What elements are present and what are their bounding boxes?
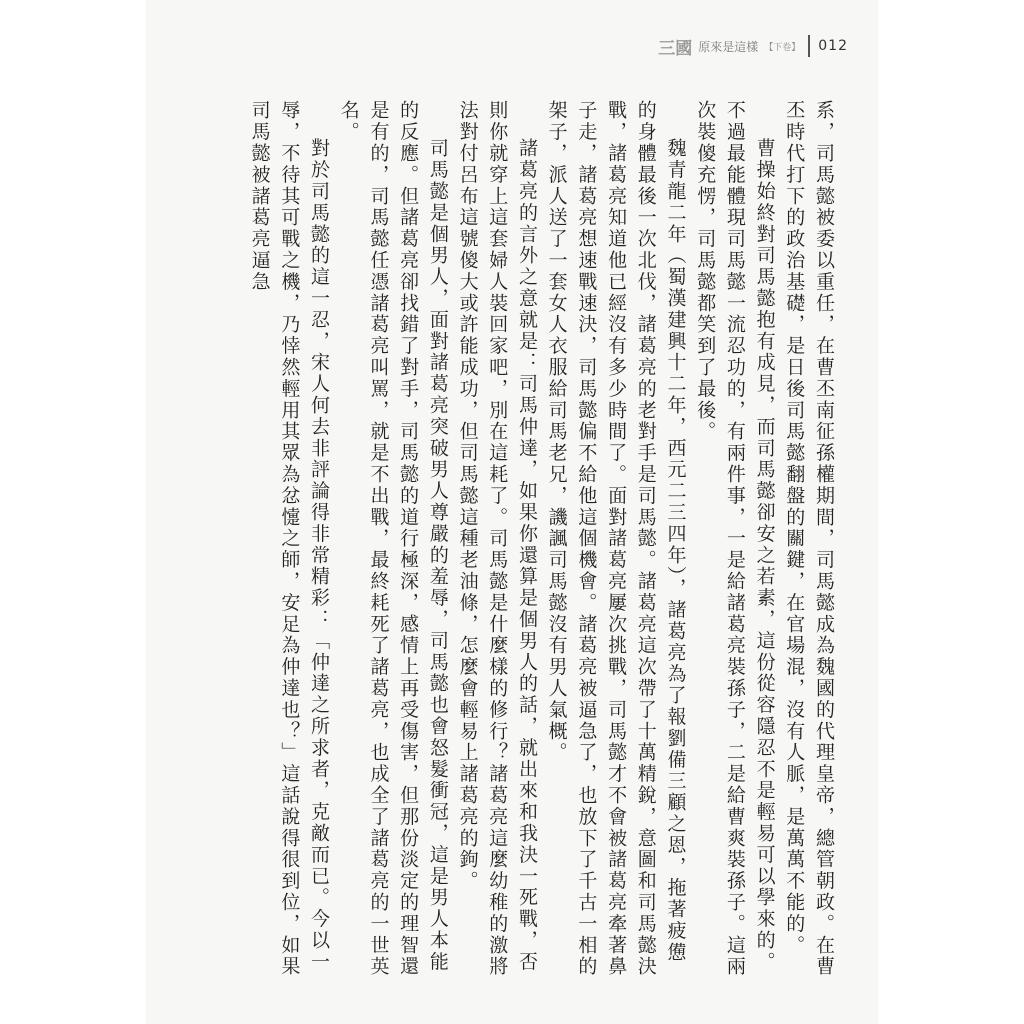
paragraph: 魏青龍二年（蜀漢建興十二年，西元二三四年），諸葛亮為了報劉備三顧之恩，拖著疲憊的身體最後一次北伐，諸葛亮的老對手是司馬懿。諸葛亮這次帶了十萬精銳，意圖和司馬懿決戰，諸葛亮知道他已經沒有多少時間了。面對諸葛亮屢次挑戰，司馬懿才不會被諸葛亮牽著鼻子走，諸葛亮想速戰速決，司馬懿偏不給他這個機會。諸葛亮被逼急了，也放下了千古一相的架子，派人送了一套女人衣服給司馬老兄，譏諷司馬懿沒有男人氣概。: [545, 100, 687, 978]
paragraph: 司馬懿是個男人，面對諸葛亮突破男人尊嚴的羞辱，司馬懿也會怒髮衝冠，這是男人本能的反應。但諸葛亮卻找錯了對手，司馬懿的道行極深，感情上再受傷害，但那份淡定的理智還是有的，司馬懿任憑諸葛亮叫罵，就是不出戰，最終耗死了諸葛亮，也成全了諸葛亮的一世英名。: [337, 100, 449, 978]
body-text: [244, 100, 838, 980]
paragraph: 對於司馬懿的這一忍，宋人何去非評論得非常精彩：「仲達之所求者，克敵而已。今以一辱，不待其可戰之機，乃悻然輕用其眾為忿懥之師，安足為仲達也？」這話說得很到位，如果司馬懿被諸葛亮逼急: [248, 100, 331, 978]
series-title: 原來是這樣: [698, 39, 759, 54]
paragraph: 曹操始終對司馬懿抱有成見，而司馬懿卻安之若素，這份從容隱忍不是輕易可以學來的。不過最能體現司馬懿一流忍功的，有兩件事，一是給諸葛亮裝孫子，二是給曹爽裝孫子。這兩次裝傻充愣，司馬懿都笑到了最後。: [694, 100, 776, 978]
header-divider: [808, 35, 810, 57]
series-logo: 三國: [658, 38, 693, 59]
paragraph: 系，司馬懿被委以重任，在曹丕南征孫權期間，司馬懿成為魏國的代理皇帝，總管朝政。在曹丕時代打下的政治基礎，是日後司馬懿翻盤的關鍵，在官場混，沒有人脈，是萬萬不能的。: [783, 100, 835, 978]
volume-label: 【下卷】: [764, 42, 801, 53]
page-header: [658, 34, 848, 58]
paragraph: 諸葛亮的言外之意就是：司馬仲達，如果你還算是個男人的話，就出來和我決一死戰，否則你就穿上這套婦人裝回家吧，別在這耗了。司馬懿是什麼樣的修行？諸葛亮這麼幼稚的激將法對付呂布這號傻大或許能成功，但司馬懿這種老油條，怎麼會輕易上諸葛亮的鉤。: [456, 100, 538, 978]
page-number: 012: [818, 38, 848, 54]
book-page: [146, 0, 878, 1024]
